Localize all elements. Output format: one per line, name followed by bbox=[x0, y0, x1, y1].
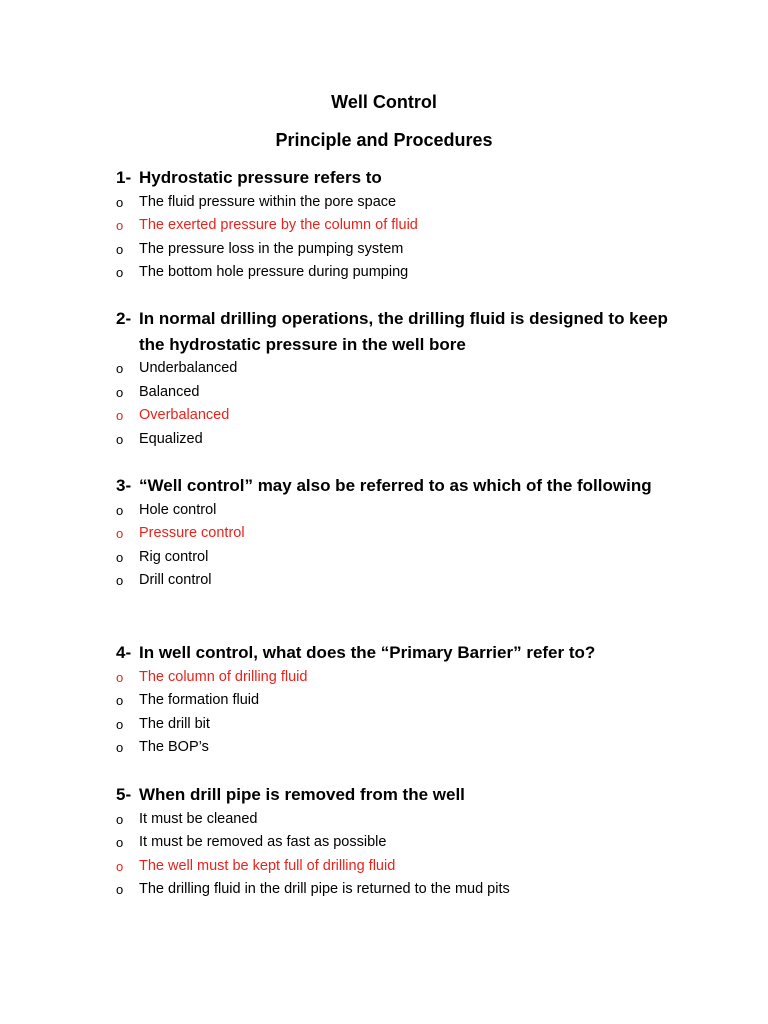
answer-option bbox=[116, 736, 676, 760]
question-heading bbox=[116, 640, 676, 666]
answer-options bbox=[116, 666, 676, 760]
answer-text: Underbalanced bbox=[139, 360, 238, 376]
document-subtitle: Principle and Procedures bbox=[275, 130, 493, 150]
question-4 bbox=[116, 640, 676, 760]
circle-bullet-icon: o bbox=[116, 573, 124, 588]
answer-option bbox=[116, 381, 676, 405]
circle-bullet-icon: o bbox=[116, 811, 124, 827]
answer-text: The drill bit bbox=[139, 715, 210, 732]
question-1 bbox=[116, 165, 676, 285]
answer-option bbox=[116, 261, 676, 285]
circle-bullet-icon: o bbox=[116, 716, 124, 732]
answer-text: Balanced bbox=[139, 383, 200, 400]
answer-option bbox=[116, 878, 676, 902]
question-text: In well control, what does the “Primary Barrier” refer to? bbox=[139, 643, 596, 662]
answer-options bbox=[116, 357, 676, 451]
circle-bullet-icon: o bbox=[116, 502, 124, 518]
circle-bullet-icon: o bbox=[116, 408, 124, 423]
answer-text: The exerted pressure by the column of fluid bbox=[139, 217, 418, 233]
answer-option bbox=[116, 689, 676, 713]
answer-option bbox=[116, 428, 676, 452]
answer-text: Rig control bbox=[139, 548, 209, 565]
circle-bullet-icon: o bbox=[116, 740, 124, 755]
circle-bullet-icon: o bbox=[116, 549, 124, 565]
circle-bullet-icon: o bbox=[116, 218, 124, 233]
circle-bullet-icon: o bbox=[116, 858, 124, 874]
circle-bullet-icon: o bbox=[116, 526, 124, 541]
answer-text: The column of drilling fluid bbox=[139, 668, 308, 685]
question-number: 3- bbox=[116, 476, 132, 495]
answer-option bbox=[116, 713, 676, 737]
answer-text: Hole control bbox=[139, 501, 217, 518]
answer-option bbox=[116, 808, 676, 832]
circle-bullet-icon: o bbox=[116, 431, 124, 447]
question-text: “Well control” may also be referred to as which of the following bbox=[139, 476, 652, 495]
question-text: Hydrostatic pressure refers to bbox=[139, 168, 382, 187]
answer-text: It must be cleaned bbox=[139, 810, 258, 827]
question-heading bbox=[116, 782, 676, 808]
document-title: Well Control bbox=[331, 92, 437, 112]
answer-text: The formation fluid bbox=[139, 692, 260, 708]
question-3 bbox=[116, 473, 676, 593]
question-number: 2- bbox=[116, 309, 132, 328]
answer-option bbox=[116, 546, 676, 570]
question-2 bbox=[116, 306, 676, 451]
answer-option bbox=[116, 831, 676, 855]
circle-bullet-icon: o bbox=[116, 384, 124, 400]
question-text: In normal drilling operations, the drilling fluid is designed to keep the hydrostatic pressure in the well bore bbox=[139, 309, 668, 354]
circle-bullet-icon: o bbox=[116, 669, 124, 685]
question-5 bbox=[116, 782, 676, 902]
answer-option bbox=[116, 855, 676, 879]
circle-bullet-icon: o bbox=[116, 693, 124, 708]
question-number: 5- bbox=[116, 785, 132, 804]
answer-text: The fluid pressure within the pore space bbox=[139, 193, 397, 210]
answer-option bbox=[116, 666, 676, 690]
circle-bullet-icon: o bbox=[116, 882, 124, 897]
answer-option bbox=[116, 522, 676, 546]
question-number: 4- bbox=[116, 643, 132, 662]
answer-text: Overbalanced bbox=[139, 407, 230, 423]
answer-text: Equalized bbox=[139, 430, 203, 447]
question-heading bbox=[116, 306, 676, 357]
answer-option bbox=[116, 499, 676, 523]
circle-bullet-icon: o bbox=[116, 241, 124, 257]
circle-bullet-icon: o bbox=[116, 265, 124, 280]
answer-text: The well must be kept full of drilling fluid bbox=[139, 857, 396, 874]
circle-bullet-icon: o bbox=[116, 361, 124, 376]
answer-text: It must be removed as fast as possible bbox=[139, 834, 387, 850]
answer-option bbox=[116, 569, 676, 593]
answer-option bbox=[116, 404, 676, 428]
circle-bullet-icon: o bbox=[116, 194, 124, 210]
question-number: 1- bbox=[116, 168, 132, 187]
answer-text: Drill control bbox=[139, 572, 212, 588]
answer-text: The pressure loss in the pumping system bbox=[139, 240, 404, 257]
answer-option bbox=[116, 191, 676, 215]
answer-option bbox=[116, 214, 676, 238]
question-heading bbox=[116, 473, 676, 499]
answer-text: The bottom hole pressure during pumping bbox=[139, 264, 409, 280]
answer-text: The BOP’s bbox=[139, 739, 209, 755]
answer-text: The drilling fluid in the drill pipe is returned to the mud pits bbox=[139, 881, 510, 897]
answer-option bbox=[116, 357, 676, 381]
circle-bullet-icon: o bbox=[116, 835, 124, 850]
question-text: When drill pipe is removed from the well bbox=[139, 785, 465, 804]
question-heading bbox=[116, 165, 676, 191]
answer-option bbox=[116, 238, 676, 262]
answer-options bbox=[116, 808, 676, 902]
answer-options bbox=[116, 499, 676, 593]
answer-options bbox=[116, 191, 676, 285]
answer-text: Pressure control bbox=[139, 525, 245, 541]
